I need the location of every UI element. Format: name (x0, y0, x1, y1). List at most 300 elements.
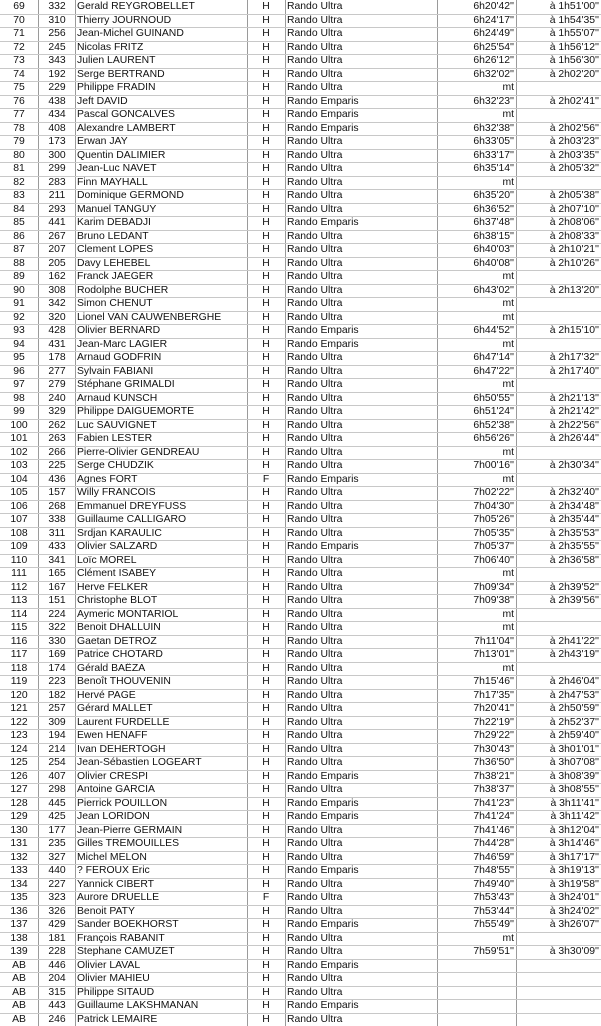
cell-time: mt (440, 108, 514, 122)
cell-race: Rando Ultra (287, 351, 427, 365)
cell-bib: 177 (40, 824, 74, 838)
cell-sex: H (247, 851, 285, 865)
cell-rank: 89 (0, 270, 38, 284)
cell-name: Gaetan DETROZ (77, 635, 247, 649)
cell-rank: 108 (0, 527, 38, 541)
cell-gap: à 2h35'44'' (517, 513, 599, 527)
cell-name: Julien LAURENT (77, 54, 247, 68)
cell-sex: H (247, 540, 285, 554)
table-row (0, 999, 601, 1013)
cell-gap: à 2h26'44'' (517, 432, 599, 446)
cell-bib: 440 (40, 864, 74, 878)
cell-bib: 207 (40, 243, 74, 257)
cell-bib: 445 (40, 797, 74, 811)
cell-race: Rando Ultra (287, 527, 427, 541)
cell-time: 7h05'35'' (440, 527, 514, 541)
cell-race: Rando Ultra (287, 716, 427, 730)
row-separator (0, 851, 601, 852)
cell-time: 7h02'22'' (440, 486, 514, 500)
cell-sex: H (247, 162, 285, 176)
cell-race: Rando Ultra (287, 297, 427, 311)
table-row (0, 905, 601, 919)
table-row (0, 297, 601, 311)
cell-gap: à 2h22'56'' (517, 419, 599, 433)
cell-rank: 81 (0, 162, 38, 176)
cell-time: 7h11'04'' (440, 635, 514, 649)
cell-rank: 75 (0, 81, 38, 95)
cell-rank: 95 (0, 351, 38, 365)
cell-race: Rando Ultra (287, 459, 427, 473)
table-row (0, 594, 601, 608)
cell-race: Rando Ultra (287, 378, 427, 392)
cell-name: Olivier MAHIEU (77, 972, 247, 986)
cell-time: 7h49'40'' (440, 878, 514, 892)
cell-sex: H (247, 864, 285, 878)
cell-time: 7h48'55'' (440, 864, 514, 878)
cell-race: Rando Emparis (287, 95, 427, 109)
cell-time: 6h33'05'' (440, 135, 514, 149)
cell-sex: H (247, 594, 285, 608)
cell-race: Rando Ultra (287, 729, 427, 743)
cell-time: 6h52'38'' (440, 419, 514, 433)
cell-time: 6h40'03'' (440, 243, 514, 257)
cell-time: mt (440, 662, 514, 676)
cell-name: Gérald BAËZA (77, 662, 247, 676)
cell-time: 6h40'08'' (440, 257, 514, 271)
cell-bib: 428 (40, 324, 74, 338)
cell-rank: AB (0, 972, 38, 986)
row-separator (0, 662, 601, 663)
cell-bib: 299 (40, 162, 74, 176)
cell-bib: 327 (40, 851, 74, 865)
cell-rank: 97 (0, 378, 38, 392)
cell-rank: 106 (0, 500, 38, 514)
cell-race: Rando Ultra (287, 446, 427, 460)
cell-rank: 74 (0, 68, 38, 82)
cell-time: 6h35'14'' (440, 162, 514, 176)
cell-rank: 88 (0, 257, 38, 271)
cell-race: Rando Ultra (287, 500, 427, 514)
cell-sex: H (247, 419, 285, 433)
cell-name: Simon CHENUT (77, 297, 247, 311)
cell-gap: à 3h19'58'' (517, 878, 599, 892)
cell-sex: H (247, 216, 285, 230)
table-row (0, 378, 601, 392)
cell-sex: H (247, 203, 285, 217)
cell-bib: 205 (40, 257, 74, 271)
cell-sex: H (247, 243, 285, 257)
table-row (0, 41, 601, 55)
cell-time: 7h06'40'' (440, 554, 514, 568)
table-row (0, 810, 601, 824)
cell-gap: à 2h05'32'' (517, 162, 599, 176)
cell-bib: 429 (40, 918, 74, 932)
table-row (0, 581, 601, 595)
cell-name: Olivier CRESPI (77, 770, 247, 784)
table-row (0, 257, 601, 271)
cell-gap: à 2h15'10'' (517, 324, 599, 338)
cell-name: Guillaume CALLIGARO (77, 513, 247, 527)
cell-gap: à 2h02'56'' (517, 122, 599, 136)
cell-rank: 118 (0, 662, 38, 676)
cell-name: Emmanuel DREYFUSS (77, 500, 247, 514)
cell-name: Benoît THOUVENIN (77, 675, 247, 689)
row-separator (0, 891, 601, 892)
row-separator (0, 824, 601, 825)
table-row (0, 95, 601, 109)
cell-name: Luc SAUVIGNET (77, 419, 247, 433)
cell-race: Rando Ultra (287, 405, 427, 419)
cell-time: 6h32'23'' (440, 95, 514, 109)
cell-sex: H (247, 108, 285, 122)
cell-sex: H (247, 729, 285, 743)
table-row (0, 729, 601, 743)
cell-race: Rando Ultra (287, 932, 427, 946)
cell-bib: 229 (40, 81, 74, 95)
cell-name: Nicolas FRITZ (77, 41, 247, 55)
cell-sex: H (247, 230, 285, 244)
cell-rank: 96 (0, 365, 38, 379)
cell-rank: 101 (0, 432, 38, 446)
cell-name: Loïc MOREL (77, 554, 247, 568)
cell-bib: 227 (40, 878, 74, 892)
cell-name: Benoit DHALLUIN (77, 621, 247, 635)
row-separator (0, 176, 601, 177)
cell-bib: 433 (40, 540, 74, 554)
cell-bib: 310 (40, 14, 74, 28)
cell-bib: 165 (40, 567, 74, 581)
cell-sex: H (247, 837, 285, 851)
row-separator (0, 716, 601, 717)
cell-rank: 114 (0, 608, 38, 622)
cell-name: Manuel TANGUY (77, 203, 247, 217)
cell-bib: 263 (40, 432, 74, 446)
row-separator (0, 864, 601, 865)
cell-name: Arnaud KUNSCH (77, 392, 247, 406)
cell-time: 6h51'24'' (440, 405, 514, 419)
row-separator (0, 513, 601, 514)
cell-sex: H (247, 972, 285, 986)
cell-time: 7h20'41'' (440, 702, 514, 716)
cell-sex: H (247, 432, 285, 446)
cell-time: mt (440, 270, 514, 284)
cell-name: Aurore DRUELLE (77, 891, 247, 905)
table-row (0, 81, 601, 95)
cell-name: Thierry JOURNOUD (77, 14, 247, 28)
cell-bib: 332 (40, 0, 74, 14)
table-row (0, 243, 601, 257)
cell-name: Alexandre LAMBERT (77, 122, 247, 136)
cell-race: Rando Ultra (287, 14, 427, 28)
cell-race: Rando Emparis (287, 864, 427, 878)
cell-bib: 151 (40, 594, 74, 608)
cell-race: Rando Ultra (287, 270, 427, 284)
cell-rank: 116 (0, 635, 38, 649)
cell-name: Jean-Michel GUINAND (77, 27, 247, 41)
table-row (0, 432, 601, 446)
cell-name: Laurent FURDELLE (77, 716, 247, 730)
cell-sex: H (247, 756, 285, 770)
table-row (0, 0, 601, 14)
table-row (0, 932, 601, 946)
cell-gap: à 3h24'02'' (517, 905, 599, 919)
cell-sex: H (247, 932, 285, 946)
cell-race: Rando Emparis (287, 999, 427, 1013)
cell-sex: H (247, 621, 285, 635)
cell-sex: H (247, 689, 285, 703)
cell-sex: H (247, 783, 285, 797)
cell-time: 6h35'20'' (440, 189, 514, 203)
cell-race: Rando Emparis (287, 959, 427, 973)
table-row (0, 216, 601, 230)
cell-sex: H (247, 486, 285, 500)
cell-name: ? FEROUX Eric (77, 864, 247, 878)
cell-gap: à 3h07'08'' (517, 756, 599, 770)
cell-bib: 266 (40, 446, 74, 460)
row-separator (0, 338, 601, 339)
cell-time: 7h15'46'' (440, 675, 514, 689)
cell-race: Rando Ultra (287, 621, 427, 635)
row-separator (0, 68, 601, 69)
cell-gap: à 2h10'21'' (517, 243, 599, 257)
cell-time: mt (440, 621, 514, 635)
row-separator (0, 648, 601, 649)
row-separator (0, 581, 601, 582)
cell-time: 6h25'54'' (440, 41, 514, 55)
cell-bib: 181 (40, 932, 74, 946)
cell-bib: 173 (40, 135, 74, 149)
cell-sex: H (247, 351, 285, 365)
table-row (0, 567, 601, 581)
cell-time: 7h09'34'' (440, 581, 514, 595)
cell-bib: 167 (40, 581, 74, 595)
cell-rank: 86 (0, 230, 38, 244)
cell-bib: 446 (40, 959, 74, 973)
cell-gap: à 1h51'00'' (517, 0, 599, 14)
cell-name: Karim DEBADJI (77, 216, 247, 230)
cell-rank: 78 (0, 122, 38, 136)
cell-bib: 434 (40, 108, 74, 122)
row-separator (0, 81, 601, 82)
cell-rank: 102 (0, 446, 38, 460)
row-separator (0, 999, 601, 1000)
cell-gap: à 2h05'38'' (517, 189, 599, 203)
cell-rank: 133 (0, 864, 38, 878)
table-row (0, 459, 601, 473)
cell-time: 6h50'55'' (440, 392, 514, 406)
table-row (0, 972, 601, 986)
cell-race: Rando Ultra (287, 365, 427, 379)
cell-race: Rando Ultra (287, 230, 427, 244)
cell-race: Rando Ultra (287, 756, 427, 770)
cell-name: Dominique GERMOND (77, 189, 247, 203)
cell-bib: 425 (40, 810, 74, 824)
cell-name: Yannick CIBERT (77, 878, 247, 892)
cell-sex: H (247, 797, 285, 811)
table-row (0, 635, 601, 649)
cell-time: mt (440, 932, 514, 946)
table-row (0, 878, 601, 892)
cell-gap: à 3h14'46'' (517, 837, 599, 851)
row-separator (0, 932, 601, 933)
table-row (0, 945, 601, 959)
row-separator (0, 108, 601, 109)
cell-race: Rando Ultra (287, 0, 427, 14)
cell-gap: à 2h03'23'' (517, 135, 599, 149)
table-row (0, 446, 601, 460)
cell-gap: à 1h55'07'' (517, 27, 599, 41)
cell-name: Pascal GONCALVES (77, 108, 247, 122)
cell-time: 7h13'01'' (440, 648, 514, 662)
row-separator (0, 837, 601, 838)
row-separator (0, 243, 601, 244)
row-separator (0, 729, 601, 730)
cell-sex: H (247, 284, 285, 298)
table-row (0, 324, 601, 338)
cell-gap: à 2h47'53'' (517, 689, 599, 703)
row-separator (0, 675, 601, 676)
cell-sex: H (247, 14, 285, 28)
cell-rank: 72 (0, 41, 38, 55)
cell-race: Rando Ultra (287, 257, 427, 271)
cell-name: Jean-Sébastien LOGEART (77, 756, 247, 770)
cell-name: Herve FELKER (77, 581, 247, 595)
cell-bib: 240 (40, 392, 74, 406)
cell-bib: 228 (40, 945, 74, 959)
cell-name: Clément ISABEY (77, 567, 247, 581)
cell-name: Hervé PAGE (77, 689, 247, 703)
row-separator (0, 297, 601, 298)
cell-bib: 169 (40, 648, 74, 662)
table-row (0, 27, 601, 41)
cell-bib: 225 (40, 459, 74, 473)
table-row (0, 513, 601, 527)
table-row (0, 743, 601, 757)
cell-race: Rando Ultra (287, 567, 427, 581)
cell-bib: 407 (40, 770, 74, 784)
cell-race: Rando Ultra (287, 432, 427, 446)
cell-name: Sander BOEKHORST (77, 918, 247, 932)
cell-gap: à 2h10'26'' (517, 257, 599, 271)
cell-bib: 441 (40, 216, 74, 230)
cell-gap: à 2h43'19'' (517, 648, 599, 662)
table-row (0, 14, 601, 28)
cell-rank: 84 (0, 203, 38, 217)
row-separator (0, 702, 601, 703)
table-row (0, 918, 601, 932)
cell-gap: à 3h12'04'' (517, 824, 599, 838)
cell-name: Philippe DAIGUEMORTE (77, 405, 247, 419)
cell-race: Rando Ultra (287, 284, 427, 298)
cell-bib: 235 (40, 837, 74, 851)
cell-bib: 330 (40, 635, 74, 649)
table-row (0, 864, 601, 878)
cell-rank: 91 (0, 297, 38, 311)
cell-race: Rando Ultra (287, 837, 427, 851)
row-separator (0, 270, 601, 271)
cell-sex: H (247, 270, 285, 284)
cell-sex: H (247, 297, 285, 311)
table-row (0, 486, 601, 500)
row-separator (0, 216, 601, 217)
cell-time: 6h38'15'' (440, 230, 514, 244)
cell-gap: à 2h13'20'' (517, 284, 599, 298)
cell-name: Stephane CAMUZET (77, 945, 247, 959)
row-separator (0, 918, 601, 919)
table-row (0, 986, 601, 1000)
cell-rank: 92 (0, 311, 38, 325)
cell-gap: à 2h41'22'' (517, 635, 599, 649)
cell-rank: 112 (0, 581, 38, 595)
cell-rank: 94 (0, 338, 38, 352)
cell-gap: à 3h08'55'' (517, 783, 599, 797)
table-row (0, 392, 601, 406)
row-separator (0, 756, 601, 757)
cell-gap: à 2h35'53'' (517, 527, 599, 541)
row-separator (0, 500, 601, 501)
cell-bib: 329 (40, 405, 74, 419)
table-row (0, 702, 601, 716)
cell-race: Rando Emparis (287, 216, 427, 230)
cell-bib: 157 (40, 486, 74, 500)
cell-gap: à 2h35'55'' (517, 540, 599, 554)
row-separator (0, 311, 601, 312)
cell-time: 7h44'28'' (440, 837, 514, 851)
cell-name: Quentin DALIMIER (77, 149, 247, 163)
cell-race: Rando Emparis (287, 108, 427, 122)
cell-sex: H (247, 54, 285, 68)
cell-time: 7h41'23'' (440, 797, 514, 811)
cell-rank: 127 (0, 783, 38, 797)
table-row (0, 527, 601, 541)
cell-rank: 80 (0, 149, 38, 163)
row-separator (0, 162, 601, 163)
cell-gap: à 3h08'39'' (517, 770, 599, 784)
cell-rank: 85 (0, 216, 38, 230)
cell-time: 7h41'24'' (440, 810, 514, 824)
cell-rank: 123 (0, 729, 38, 743)
cell-bib: 214 (40, 743, 74, 757)
cell-name: Serge CHUDZIK (77, 459, 247, 473)
cell-sex: H (247, 662, 285, 676)
cell-name: Olivier BERNARD (77, 324, 247, 338)
cell-bib: 254 (40, 756, 74, 770)
cell-bib: 326 (40, 905, 74, 919)
cell-gap: à 2h03'35'' (517, 149, 599, 163)
cell-bib: 267 (40, 230, 74, 244)
cell-bib: 277 (40, 365, 74, 379)
cell-race: Rando Emparis (287, 770, 427, 784)
cell-race: Rando Ultra (287, 635, 427, 649)
cell-time: 7h04'30'' (440, 500, 514, 514)
cell-time: 7h05'37'' (440, 540, 514, 554)
cell-gap: à 2h17'32'' (517, 351, 599, 365)
cell-name: Fabien LESTER (77, 432, 247, 446)
cell-time: 6h47'22'' (440, 365, 514, 379)
cell-race: Rando Ultra (287, 513, 427, 527)
cell-name: Aymeric MONTARIOL (77, 608, 247, 622)
cell-gap: à 2h30'34'' (517, 459, 599, 473)
row-separator (0, 689, 601, 690)
cell-name: Antoine GARCIA (77, 783, 247, 797)
cell-time: mt (440, 567, 514, 581)
cell-sex: H (247, 189, 285, 203)
cell-race: Rando Ultra (287, 41, 427, 55)
cell-rank: 109 (0, 540, 38, 554)
cell-sex: H (247, 999, 285, 1013)
cell-race: Rando Ultra (287, 648, 427, 662)
cell-time: 6h24'49'' (440, 27, 514, 41)
